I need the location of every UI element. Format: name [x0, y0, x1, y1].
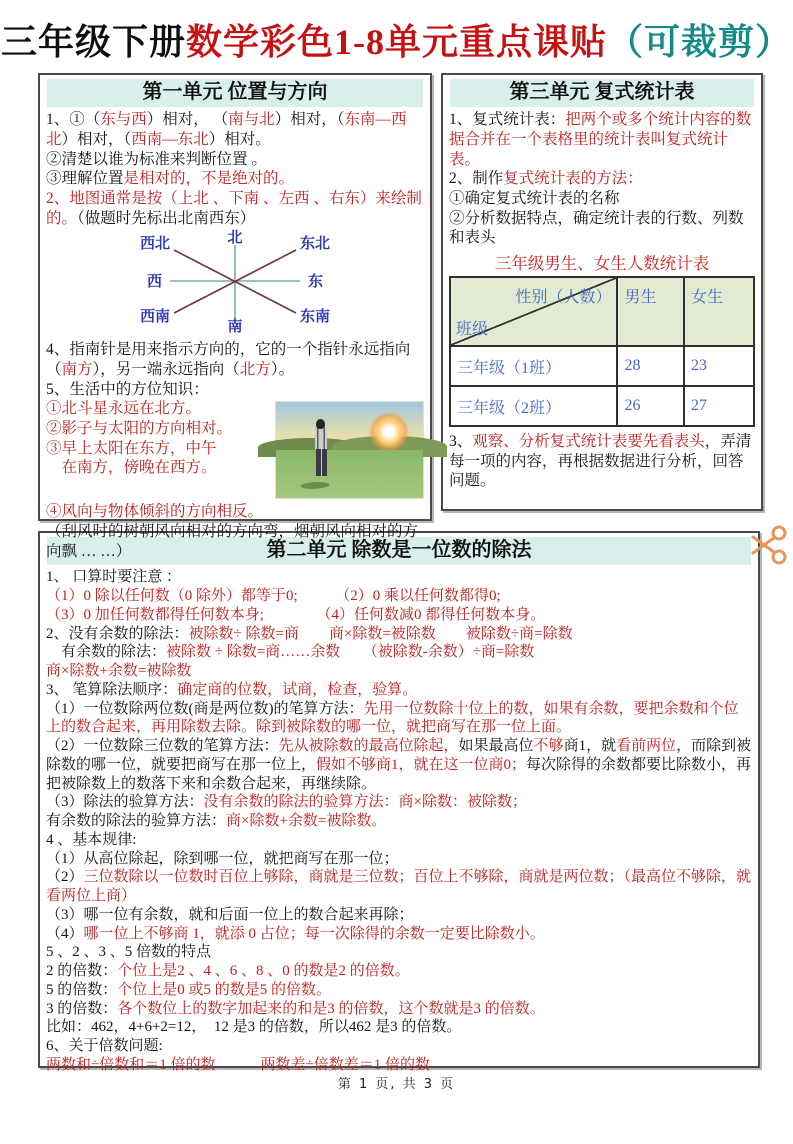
person-body	[315, 427, 327, 449]
paragraph: （1）一位数除两位数(商是两位数)的笔算方法：先用一位数除十位上的数，如果有余数，要把余数和个位上的数合起来，再用除数去除。除到被除数的哪一位，就把商写在那一位上面。	[46, 700, 739, 736]
paragraph: 2、制作复式统计表的方法：	[449, 170, 643, 188]
row-label: 三年级（2班）	[450, 386, 617, 426]
unit1-text-b	[46, 340, 424, 399]
row-label: 三年级（1班）	[450, 346, 617, 386]
paragraph: 两数和÷倍数和＝1 倍的数 两数差÷倍数差＝1 倍的数	[46, 1056, 430, 1073]
paragraph: ③早上太阳在东方，中午	[46, 439, 217, 457]
paragraph: 比如：462，4+6+2=12， 12 是3 的倍数，所以462 是3 的倍数。	[46, 1019, 462, 1036]
scissors-icon	[748, 521, 792, 569]
paragraph: （3）除法的验算方法：没有余数的除法的验算方法：商×除数：被除数；	[46, 794, 527, 811]
paragraph: 5、生活中的方位知识：	[46, 380, 209, 398]
table-corner-cell	[450, 277, 617, 346]
paragraph: ①北斗星永远在北方。	[46, 400, 202, 418]
stats-table	[449, 276, 755, 427]
paragraph: ①确定复式统计表的名称	[449, 190, 620, 208]
compass-label-northeast: 东北	[300, 236, 331, 253]
paragraph: 在南方，傍晚在西方。	[46, 459, 217, 477]
corner-label-gender: 性别（人数）	[515, 289, 612, 307]
compass-rose	[70, 229, 400, 336]
sun	[369, 412, 409, 452]
unit2-box	[38, 531, 760, 1073]
unit2-text	[46, 568, 752, 1074]
sunset-photo	[275, 401, 424, 499]
paragraph: 2、没有余数的除法：被除数÷ 除数=商 商×除数=被除数 被除数÷商=除数	[46, 625, 573, 642]
col-header-girls: 女生	[684, 277, 754, 346]
person-head	[316, 419, 325, 429]
title-subject: 数学彩色1-8单元重点课贴	[186, 22, 607, 62]
page-title	[0, 22, 793, 63]
paragraph: 5 、2 、3 、5 倍数的特点	[46, 944, 212, 961]
unit3-text-a	[449, 110, 755, 248]
paragraph: ④风向与物体倾斜的方向相反。	[46, 503, 264, 521]
paragraph: （1）0 除以任何数（0 除外）都等于0; （2）0 乘以任何数都得0;	[46, 588, 501, 605]
paragraph: （刮风时的树朝风向相对的方向弯，烟朝风向相对的方向飘 … …）	[46, 523, 419, 560]
title-grade: 三年级下册	[0, 22, 186, 62]
unit1-wrap-block	[46, 399, 424, 561]
paragraph: ③理解位置是相对的，不是绝对的。	[46, 170, 295, 188]
boys-count: 26	[617, 386, 684, 426]
girls-count: 23	[684, 346, 754, 386]
paragraph: 1、复式统计表：把两个或多个统计内容的数据合并在一个表格里的统计表叫复式统计表。	[449, 111, 752, 168]
paragraph: 3 的倍数：各个数位上的数字加起来的和是3 的倍数，这个数就是3 的倍数。	[46, 1000, 545, 1017]
paragraph: （2）一位数除三位数的笔算方法：先从被除数的最高位除起，如果最高位不够商1，就看前两位，而除到被除数的哪一位，就要把商写在那一位上，假如不够商1，就在这一位商0；每次除得的余数都要比除数小，再把被除数上的数落下来和余数合起来，再继续除。	[46, 738, 752, 792]
paragraph: 4 、基本规律:	[46, 831, 137, 848]
paragraph: （3）0 加任何数都得任何数本身; （4）任何数减0 都得任何数本身。	[46, 606, 546, 623]
paragraph: 6、关于倍数问题:	[46, 1038, 163, 1055]
compass-label-west: 西	[146, 274, 162, 291]
unit1-text-a	[46, 110, 424, 228]
paragraph: 1、①（东与西）相对， （南与北）相对，（东南—西北）相对，（西南—东北）相对。	[46, 111, 407, 149]
compass-diagram	[46, 229, 424, 338]
paragraph: 3、观察、分析复式统计表要先看表头，弄清每一项的内容，再根据数据进行分析，回答问题。	[449, 433, 752, 490]
title-cuttable: （可裁剪）	[607, 22, 793, 62]
unit3-box	[441, 73, 763, 511]
paragraph: 商×除数+余数=被除数	[46, 663, 192, 680]
paragraph: （3）哪一位有余数，就和后面一位上的数合起来再除；	[46, 906, 414, 923]
boys-count: 28	[617, 346, 684, 386]
paragraph: （2）三位数除以一位数时百位上够除，商就是三位数；百位上不够除，商就是两位数；（最高位不够除，就看两位上商）	[46, 869, 752, 905]
stats-header-row	[450, 277, 754, 346]
paragraph: （4）哪一位上不够商 1，就添 0 占位；每一次除得的余数一定要比除数小。	[46, 925, 545, 942]
unit3-text-b	[449, 432, 755, 491]
stats-table-title: 三年级男生、女生人数统计表	[494, 254, 710, 274]
table-row-class1	[450, 346, 754, 386]
compass-label-southeast: 东南	[300, 309, 331, 326]
table-row-class2	[450, 386, 754, 426]
paragraph: 5 的倍数：个位上是0 或5 的数是5 的倍数。	[46, 981, 332, 998]
girls-count: 27	[684, 386, 754, 426]
paragraph: ②分析数据特点，确定统计表的行数、列数和表头	[449, 209, 744, 247]
person-legs	[316, 449, 327, 476]
unit1-header: 第一单元 位置与方向	[47, 79, 423, 107]
compass-label-east: 东	[308, 274, 324, 291]
unit2-header: 第二单元 除数是一位数的除法	[47, 537, 751, 565]
compass-label-southwest: 西南	[139, 309, 170, 326]
paragraph: 有余数的除法：被除数 ÷ 除数=商……余数 （被除数-余数）÷商=除数	[46, 644, 535, 661]
paragraph: （1）从高位除起，除到哪一位，就把商写在那一位；	[46, 850, 399, 867]
compass-label-northwest: 西北	[139, 236, 170, 253]
paragraph: 2 的倍数：个位上是2 、4 、6 、8 、0 的数是2 的倍数。	[46, 963, 410, 980]
col-header-boys: 男生	[617, 277, 684, 346]
paragraph: 2、地图通常是按（上北 、下南 、左西 、右东）来绘制的。（做题时先标出北南西东）	[46, 190, 422, 227]
grass-field	[276, 450, 423, 498]
paragraph: 4、指南针是用来指示方向的，它的一个指针永远指向（南方），另一端永远指向（北方）。	[46, 341, 411, 379]
page-number: 第 1 页, 共 3 页	[337, 1077, 456, 1093]
paragraph: 有余数的除法的验算方法：商×除数+余数=被除数。	[46, 813, 387, 830]
paragraph: 3、 笔算除法顺序：确定商的位数，试商，检查，验算。	[46, 681, 418, 698]
paragraph: ②影子与太阳的方向相对。	[46, 420, 233, 438]
compass-label-south: 南	[227, 319, 243, 336]
corner-label-class: 班级	[456, 321, 489, 339]
compass-label-north: 北	[227, 230, 243, 247]
unit3-header: 第三单元 复式统计表	[450, 79, 754, 107]
paragraph: ②清楚以谁为标准来判断位置 。	[46, 150, 267, 168]
paragraph: 1、 口算时要注意 ：	[46, 569, 182, 586]
